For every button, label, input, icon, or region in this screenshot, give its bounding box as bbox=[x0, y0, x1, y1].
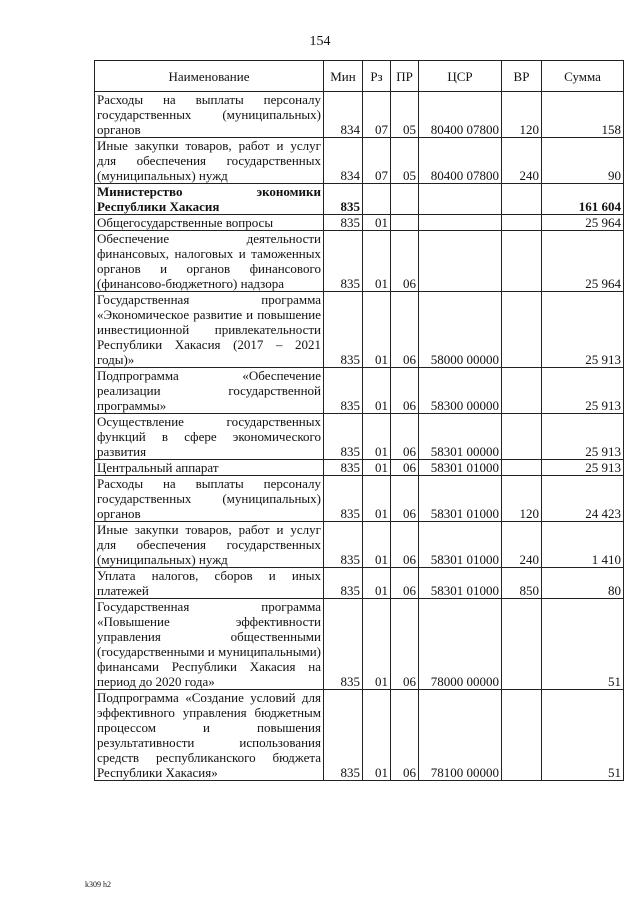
header-csr: ЦСР bbox=[419, 61, 502, 92]
cell-sum: 161 604 bbox=[542, 184, 624, 215]
header-vr: ВР bbox=[502, 61, 542, 92]
cell-rz: 01 bbox=[363, 292, 391, 368]
header-sum: Сумма bbox=[542, 61, 624, 92]
cell-name: Расходы на выплаты персоналу государственных (муниципальных) органов bbox=[95, 92, 324, 138]
cell-pr: 06 bbox=[391, 522, 419, 568]
cell-csr: 58000 00000 bbox=[419, 292, 502, 368]
cell-name: Государственная программа «Повышение эффективности управления общественными (государственными и муниципальными) финансами Республики Хакасия на период до 2020 года» bbox=[95, 599, 324, 690]
cell-pr: 06 bbox=[391, 292, 419, 368]
cell-sum: 158 bbox=[542, 92, 624, 138]
cell-min: 835 bbox=[324, 215, 363, 231]
cell-sum: 80 bbox=[542, 568, 624, 599]
page-number: 154 bbox=[309, 34, 331, 49]
cell-csr bbox=[419, 215, 502, 231]
cell-csr: 58301 01000 bbox=[419, 476, 502, 522]
table-row bbox=[95, 215, 624, 231]
cell-csr: 58301 01000 bbox=[419, 568, 502, 599]
cell-name: Иные закупки товаров, работ и услуг для обеспечения государственных (муниципальных) нужд bbox=[95, 522, 324, 568]
cell-name: Подпрограмма «Обеспечение реализации государственной программы» bbox=[95, 368, 324, 414]
table-row bbox=[95, 599, 624, 690]
cell-vr bbox=[502, 215, 542, 231]
header-min: Мин bbox=[324, 61, 363, 92]
footer-code: k309 h2 bbox=[85, 880, 111, 889]
cell-vr: 120 bbox=[502, 92, 542, 138]
cell-rz: 01 bbox=[363, 522, 391, 568]
cell-csr: 58301 00000 bbox=[419, 414, 502, 460]
cell-name: Министерство экономики Республики Хакасия bbox=[95, 184, 324, 215]
cell-vr bbox=[502, 414, 542, 460]
table-row bbox=[95, 92, 624, 138]
cell-min: 835 bbox=[324, 184, 363, 215]
table-row bbox=[95, 231, 624, 292]
cell-sum: 24 423 bbox=[542, 476, 624, 522]
cell-pr: 05 bbox=[391, 138, 419, 184]
header-rz: Рз bbox=[363, 61, 391, 92]
cell-min: 835 bbox=[324, 231, 363, 292]
cell-sum: 51 bbox=[542, 599, 624, 690]
cell-name: Центральный аппарат bbox=[95, 460, 324, 476]
cell-sum: 25 913 bbox=[542, 368, 624, 414]
cell-name: Общегосударственные вопросы bbox=[95, 215, 324, 231]
cell-pr: 06 bbox=[391, 368, 419, 414]
cell-sum: 90 bbox=[542, 138, 624, 184]
cell-vr: 240 bbox=[502, 138, 542, 184]
table-row bbox=[95, 368, 624, 414]
cell-min: 835 bbox=[324, 568, 363, 599]
cell-rz: 01 bbox=[363, 414, 391, 460]
cell-min: 835 bbox=[324, 599, 363, 690]
cell-sum: 1 410 bbox=[542, 522, 624, 568]
cell-vr: 120 bbox=[502, 476, 542, 522]
cell-rz: 01 bbox=[363, 599, 391, 690]
cell-vr bbox=[502, 184, 542, 215]
cell-rz: 01 bbox=[363, 215, 391, 231]
cell-name: Подпрограмма «Создание условий для эффективного управления бюджетным процессом и повышения результативности использования средств республиканского бюджета Республики Хакасия» bbox=[95, 690, 324, 781]
cell-csr: 58301 01000 bbox=[419, 460, 502, 476]
cell-sum: 25 964 bbox=[542, 215, 624, 231]
table-row bbox=[95, 690, 624, 781]
table-row bbox=[95, 460, 624, 476]
cell-vr bbox=[502, 368, 542, 414]
cell-vr bbox=[502, 599, 542, 690]
cell-pr: 06 bbox=[391, 414, 419, 460]
cell-csr bbox=[419, 184, 502, 215]
cell-sum: 51 bbox=[542, 690, 624, 781]
table-row bbox=[95, 476, 624, 522]
cell-rz: 01 bbox=[363, 690, 391, 781]
cell-min: 835 bbox=[324, 368, 363, 414]
cell-rz: 01 bbox=[363, 476, 391, 522]
cell-vr: 240 bbox=[502, 522, 542, 568]
cell-csr: 80400 07800 bbox=[419, 92, 502, 138]
cell-rz: 01 bbox=[363, 368, 391, 414]
cell-pr: 06 bbox=[391, 476, 419, 522]
cell-pr: 06 bbox=[391, 568, 419, 599]
cell-name: Расходы на выплаты персоналу государственных (муниципальных) органов bbox=[95, 476, 324, 522]
cell-rz: 01 bbox=[363, 231, 391, 292]
table-row bbox=[95, 522, 624, 568]
cell-csr: 80400 07800 bbox=[419, 138, 502, 184]
header-pr: ПР bbox=[391, 61, 419, 92]
table-header-row bbox=[95, 61, 624, 92]
cell-pr: 06 bbox=[391, 231, 419, 292]
cell-min: 835 bbox=[324, 292, 363, 368]
header-name: Наименование bbox=[95, 61, 324, 92]
cell-vr bbox=[502, 690, 542, 781]
cell-pr bbox=[391, 184, 419, 215]
cell-min: 835 bbox=[324, 690, 363, 781]
cell-rz: 01 bbox=[363, 568, 391, 599]
cell-min: 834 bbox=[324, 92, 363, 138]
cell-sum: 25 913 bbox=[542, 460, 624, 476]
cell-name: Уплата налогов, сборов и иных платежей bbox=[95, 568, 324, 599]
cell-name: Государственная программа «Экономическое развитие и повышение инвестиционной привлекательности Республики Хакасия (2017 – 2021 годы)» bbox=[95, 292, 324, 368]
cell-pr: 05 bbox=[391, 92, 419, 138]
cell-min: 834 bbox=[324, 138, 363, 184]
table-row bbox=[95, 414, 624, 460]
cell-csr: 58300 00000 bbox=[419, 368, 502, 414]
table-row bbox=[95, 292, 624, 368]
budget-table bbox=[94, 60, 624, 781]
cell-name: Осуществление государственных функций в сфере экономического развития bbox=[95, 414, 324, 460]
table-row bbox=[95, 184, 624, 215]
cell-sum: 25 964 bbox=[542, 231, 624, 292]
cell-rz bbox=[363, 184, 391, 215]
cell-min: 835 bbox=[324, 476, 363, 522]
cell-csr: 78000 00000 bbox=[419, 599, 502, 690]
cell-vr bbox=[502, 292, 542, 368]
cell-vr bbox=[502, 460, 542, 476]
cell-rz: 07 bbox=[363, 92, 391, 138]
cell-pr: 06 bbox=[391, 690, 419, 781]
cell-sum: 25 913 bbox=[542, 414, 624, 460]
cell-min: 835 bbox=[324, 522, 363, 568]
cell-csr bbox=[419, 231, 502, 292]
cell-name: Обеспечение деятельности финансовых, налоговых и таможенных органов и органов финансового (финансово-бюджетного) надзора bbox=[95, 231, 324, 292]
table-row bbox=[95, 138, 624, 184]
cell-rz: 01 bbox=[363, 460, 391, 476]
cell-pr bbox=[391, 215, 419, 231]
cell-csr: 58301 01000 bbox=[419, 522, 502, 568]
table-row bbox=[95, 568, 624, 599]
cell-sum: 25 913 bbox=[542, 292, 624, 368]
cell-vr bbox=[502, 231, 542, 292]
cell-csr: 78100 00000 bbox=[419, 690, 502, 781]
cell-pr: 06 bbox=[391, 599, 419, 690]
cell-name: Иные закупки товаров, работ и услуг для обеспечения государственных (муниципальных) нужд bbox=[95, 138, 324, 184]
cell-min: 835 bbox=[324, 414, 363, 460]
cell-rz: 07 bbox=[363, 138, 391, 184]
cell-pr: 06 bbox=[391, 460, 419, 476]
cell-vr: 850 bbox=[502, 568, 542, 599]
cell-min: 835 bbox=[324, 460, 363, 476]
